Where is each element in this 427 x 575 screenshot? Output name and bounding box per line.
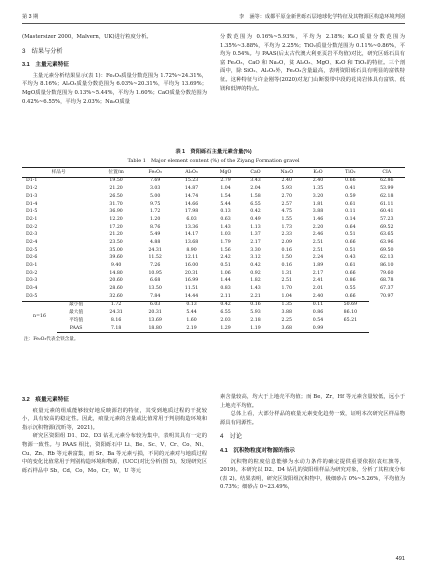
table-row [22, 208, 405, 216]
table-cell: 24.31 [109, 310, 123, 316]
table-cell: 21.20 [109, 186, 123, 192]
table-cell: 3.03 [149, 186, 161, 192]
table-cell: 2.03 [220, 317, 231, 323]
table-cell: 7.69 [149, 178, 161, 184]
table-cell: 1.50 [281, 255, 292, 261]
table-row [22, 224, 405, 232]
table-cell: 7.18 [95, 325, 137, 333]
table-cell: 2.46 [312, 232, 324, 238]
table-cell: 0.16 [281, 263, 292, 269]
table-cell: 2.33 [281, 232, 292, 238]
table-cell: 0.13 [173, 301, 209, 309]
table-cell: 23.50 [109, 239, 123, 245]
table-header-cell: Na₂O [270, 168, 304, 178]
issue-label: 第 3 期 [22, 14, 39, 20]
table-cell: D1-2 [26, 186, 38, 192]
table-cell: 26.50 [109, 193, 123, 199]
table-cell: 60.41 [380, 209, 394, 215]
table-cell: 2.25 [281, 317, 292, 323]
table-cell: 1.13 [250, 224, 261, 230]
table-caption-en: Table 1 Major element content (%) of the Ziyang Formation gravel [127, 158, 300, 164]
table-cell: 1.79 [220, 239, 231, 245]
table-cell: 13.50 [148, 286, 162, 292]
table-cell: 0.16 [281, 247, 292, 253]
table-cell: 79.60 [380, 270, 394, 276]
table-cell: 1.04 [281, 293, 292, 299]
table-header-cell: CaO [241, 168, 269, 178]
table-cell: 1.04 [220, 186, 231, 192]
table-cell: 0.92 [250, 270, 261, 276]
table-cell: 0.41 [345, 186, 356, 192]
table-cell: 0.51 [345, 232, 356, 238]
table-cell: 68.78 [380, 278, 394, 284]
table-cell: 3.20 [312, 193, 324, 199]
table-cell: 13.68 [184, 239, 199, 245]
table-cell: 1.60 [186, 317, 197, 323]
table-cell: 69.52 [380, 224, 394, 230]
table-cell: 13.36 [184, 224, 199, 230]
table-cell: 5.00 [149, 193, 161, 199]
table-cell: 69.50 [380, 247, 394, 253]
table-cell: 平均值 [69, 317, 84, 323]
table-cell: 2.21 [250, 293, 261, 299]
table-cell: 1.31 [281, 270, 292, 276]
table-row [22, 231, 405, 239]
table-cell: 2.42 [220, 255, 231, 261]
table-cell: 0.66 [345, 270, 356, 276]
table-cell: 2.40 [312, 293, 324, 299]
table-cell: 0.59 [345, 193, 356, 199]
table-header-cell: 样品号 [22, 168, 95, 178]
table-cell: 12.11 [184, 255, 199, 261]
table-cell: 62.13 [380, 255, 394, 261]
running-title: 李 涵等：成都平原金新世砾石层地球化学特征及其物源区构造环境判别 [238, 14, 405, 20]
major-element-table [22, 167, 405, 333]
table-cell: 2.11 [220, 293, 231, 299]
table-cell: 11.51 [184, 286, 199, 292]
table-cell: 2.18 [250, 317, 261, 323]
major-elements-paragraph: 主量元素分析结果显示(表 1)：Fe₂O₃质量分数范围为 1.72%~24.31%，平均为 8.16%；Al₂O₃质量分数范围为 6.03%~20.31%，平均为 13.69%；MgO质量分数范围为 0.13%~5.44%，平均为 1.60%；CaO质量分数范围为 0.42%~6.55%，平均为 2.03%；Na₂O质量 [22, 72, 207, 105]
table-cell: 36.90 [109, 209, 123, 215]
table-cell: 1.55 [281, 216, 292, 222]
table-cell: 35.00 [109, 247, 123, 253]
table-cell: D2-3 [26, 232, 38, 238]
table-cell: 4.88 [149, 239, 161, 245]
page-number: 491 [395, 556, 405, 562]
table-cell: 5.44 [186, 310, 197, 316]
table-cell [332, 325, 368, 333]
table-cell: 0.42 [210, 301, 242, 309]
table-cell: 9.75 [149, 201, 161, 207]
table-cell: 1.37 [250, 232, 261, 238]
table-header-cell: CIA [369, 168, 405, 178]
table-cell: 3.12 [250, 255, 261, 261]
table-header-cell: 位置/m [95, 168, 137, 178]
table-cell: 2.24 [312, 255, 324, 261]
table-cell: 14.66 [184, 201, 199, 207]
table-cell: 1.82 [250, 278, 261, 284]
table-cell: 32.60 [109, 293, 123, 299]
table-cell: D1-4 [26, 201, 38, 207]
table-cell: 14.80 [109, 270, 123, 276]
table-cell: 13.69 [148, 317, 162, 323]
table-row [22, 193, 405, 201]
table-cell: D2-1 [26, 216, 38, 222]
table-cell: 2.20 [312, 224, 324, 230]
running-header [22, 13, 405, 24]
table-header-cell: Fe₂O₃ [137, 168, 173, 178]
table-cell: D1-3 [26, 193, 38, 199]
table-cell: 2.01 [312, 286, 324, 292]
table-cell: 14.17 [184, 232, 199, 238]
table-cell: 0.66 [345, 178, 356, 184]
table-cell: 1.06 [220, 270, 231, 276]
table-cell: 0.51 [220, 263, 231, 269]
right-column [220, 33, 405, 93]
table-row [22, 216, 405, 224]
table-cell: 1.19 [241, 325, 269, 333]
table-cell: 14.44 [184, 293, 199, 299]
table-cell: 0.66 [345, 239, 356, 245]
table-cell: 1.89 [312, 263, 324, 269]
table-cell: 18.80 [137, 325, 173, 333]
table-row [22, 185, 405, 193]
table-cell: 1.56 [220, 247, 231, 253]
grain-size-paragraph: 沉积物的粒度信息能够为水动力条件的确定提供重要依据(袁红旗等，2019)。本研究以 D2、D4 钻孔的资阳组样品为研究对象，分析了其粒度分布(表 2)。结果表明，研究区资阳组沉积物中，极细砂占 0%~5.26%，平均值为 0.73%；细砂占 0~23.49%， [220, 458, 405, 491]
table-cell: 0.49 [250, 216, 261, 222]
table-cell: 最大值 [69, 310, 84, 316]
table-cell: 86.10 [343, 310, 358, 316]
table-cell: D2-2 [26, 224, 38, 230]
table-cell: 17.98 [184, 209, 199, 215]
table-header-cell: TiO₂ [332, 168, 368, 178]
table-cell: 62.86 [380, 178, 394, 184]
table-cell: 15.23 [184, 178, 199, 184]
table-cell: 6.55 [220, 310, 231, 316]
table-cell: 3.43 [250, 178, 261, 184]
stats-group-label: n=16 [22, 301, 57, 333]
method-continuation: (Mastersizer 2000，Malvern，UK)进行粒度分析。 [22, 34, 152, 40]
table-row [22, 278, 405, 286]
table-cell: 70.97 [380, 294, 394, 300]
table-cell: 2.57 [281, 201, 292, 207]
table-cell: 28.60 [109, 286, 123, 292]
table-cell: 17.20 [109, 224, 123, 230]
table-row [22, 247, 405, 255]
table-cell: 0.42 [250, 209, 261, 215]
table-cell: 8.90 [186, 247, 197, 253]
table-cell: 1.20 [149, 216, 161, 222]
table-cell: 14.74 [184, 193, 199, 199]
table-cell: D3-2 [26, 270, 38, 276]
table-cell: 0.66 [345, 293, 356, 299]
table-cell: 6.55 [250, 201, 261, 207]
subsection-heading-major-elements: 3.1 主量元素特征 [22, 62, 69, 69]
table-cell: 1.29 [210, 325, 242, 333]
table-cell: 3.88 [312, 209, 324, 215]
table-cell: 0.13 [220, 209, 231, 215]
table-cell: 2.19 [173, 325, 209, 333]
table-row [22, 285, 405, 293]
table-cell: 39.60 [109, 255, 123, 261]
table-cell: 7.84 [149, 293, 161, 299]
table-cell: 1.72 [95, 301, 137, 309]
table-cell: 12.20 [109, 216, 123, 222]
table-cell: 57.23 [380, 216, 394, 222]
table-cell: 1.03 [220, 232, 231, 238]
table-cell: 1.46 [312, 216, 324, 222]
table-cell: 16.99 [184, 278, 199, 284]
table-cell: 2.70 [281, 193, 292, 199]
table-cell: 3.30 [250, 247, 261, 253]
table-cell: 5.93 [281, 186, 292, 192]
table-cell: 0.64 [345, 224, 356, 230]
table-cell: 63.65 [380, 232, 394, 238]
table-cell: D3-5 [26, 293, 38, 299]
table-cell: 53.99 [380, 186, 394, 192]
section-heading-results: 3 结果与分析 [22, 47, 63, 55]
table-cell: 20.31 [148, 310, 162, 316]
table-body [22, 177, 405, 333]
table-cell: 1.43 [250, 286, 261, 292]
table-cell: 50.69 [332, 301, 368, 309]
table-cell: 0.63 [220, 216, 231, 222]
section-heading-discussion: 4 讨论 [220, 433, 243, 441]
table-cell: 19.50 [109, 178, 123, 184]
table-row [22, 254, 405, 262]
table-cell: 7.26 [149, 263, 161, 269]
table-cell: 31.70 [109, 201, 123, 207]
table-cell: 0.99 [304, 325, 332, 333]
table-cell: 0.43 [345, 255, 356, 261]
table-cell: D1-1 [26, 178, 38, 184]
table-cell: 21.20 [109, 232, 123, 238]
subsection-heading-grain-size: 4.1 沉积物粒度对物源的指示 [220, 447, 295, 454]
table-cell: 2.51 [281, 278, 292, 284]
major-elements-paragraph-cont: 分数范围为 0.16%~5.93%，平均为 2.18%；K₂O质量分数范围为 1.35%~3.88%，平均为 2.25%；TiO₂质量分数范围为 0.11%~0.86%，平均为 0.54%。与 PAAS(后太古代澳大利亚页岩平均值)对比，研究区砾石具有富 Fe₂O₃，CaO 和 Na₂O，贫 Al₂O₃、MgO、K₂O 和 TiO₂的特征。三个剖面中，除 SiO₂、Al₂O₃外，Fe₂O₃含量最高，表明资阳砾石具有明显的富铁特征。这种特征与许金刚等(2020)对龙门山断裂带中段的花岗岩体具有富铁、低镁和低钾的特点。 [220, 34, 405, 92]
table-cell: 6.03 [186, 216, 197, 222]
table-stat-row [22, 309, 405, 317]
table-stat-row [22, 301, 405, 309]
table-cell: 3.88 [281, 310, 292, 316]
trace-elements-paragraph-2: 研究区资阳组 D1、D2、D3 钻孔元素分布较为集中，表明其具有一定的物源一致性。与 PAAS 相比，资阳砾石中 Li、Be、Sc、V、Cr、Co、Ni、Cu、Zn、Rb 等元素富集，而 Sr、Ba 等元素亏损，不同的元素对与地质过程中的变化比值常用于判别构造环境和物源，(UCC)对比分析(图 5)，发现研究区砾石样品中 Sb，Cd，Co，Mo，Cr，W，U 等元 [22, 433, 207, 474]
table-header-cell: K₂O [304, 168, 332, 178]
table-cell: 9.40 [110, 263, 122, 269]
table-row [22, 201, 405, 209]
table-cell: 0.16 [241, 301, 269, 309]
table-cell: 16.00 [184, 263, 199, 269]
lower-left-column [22, 393, 207, 475]
table-cell: 20.60 [109, 278, 123, 284]
table-cell: 1.70 [281, 286, 292, 292]
table-header-cell: MgO [210, 168, 242, 178]
table-cell: 2.09 [281, 239, 292, 245]
table-cell: 0.14 [345, 216, 356, 222]
table-cell: 1.81 [312, 201, 324, 207]
table-note: 注：Fe₂O₃代表全铁含量。 [24, 337, 79, 343]
table-cell: 1.43 [220, 224, 231, 230]
table-cell: 0.86 [345, 278, 356, 284]
table-cell: 65.21 [343, 317, 358, 323]
table-cell: 11.52 [148, 255, 162, 261]
trace-elements-paragraph-1: 痕量元素的组成能够较好地反映源岩的特征，其受到地质过程的干扰较小，具有较高的稳定性。因此，痕量元素的含量或比值常用于判别构造环境和指示沉积物源(沈昕等，2021)。 [22, 407, 207, 431]
table-cell: 1.54 [220, 193, 231, 199]
table-cell: 6.68 [149, 278, 161, 284]
table-cell: 24.31 [148, 247, 162, 253]
table-cell: 1.44 [220, 278, 231, 284]
table-cell: 0.83 [220, 286, 231, 292]
trace-elements-summary: 总体上看，大部分样品的痕量元素变化趋势一致，证明本次研究区样品物源具有同源性。 [220, 411, 405, 426]
table-cell: 8.76 [149, 224, 161, 230]
table-cell: 63.96 [380, 239, 394, 245]
subsection-heading-trace-elements: 3.2 痕量元素特征 [22, 397, 69, 403]
table-cell: 5.93 [250, 310, 261, 316]
table-cell: 1.35 [312, 186, 324, 192]
table-cell: 67.37 [380, 286, 394, 292]
table-cell: 6.03 [137, 301, 173, 309]
trace-elements-paragraph-cont: 素含量较高，均大于上地壳平均值；而 Be，Zr，Hf 等元素含量较低，远小于上地壳平均值。 [220, 394, 405, 409]
table-cell: 0.86 [312, 310, 324, 316]
table-cell: 3.68 [270, 325, 304, 333]
table-cell: 2.40 [312, 178, 324, 184]
table-header-cell: Al₂O₃ [173, 168, 209, 178]
table-cell: 8.16 [110, 317, 122, 323]
table-cell: 86.10 [380, 263, 394, 269]
table-cell: 5.44 [220, 201, 231, 207]
table-cell: 1.73 [281, 224, 292, 230]
table-cell: 2.79 [220, 178, 231, 184]
table-cell: 0.55 [345, 286, 356, 292]
table-cell: 2.17 [312, 270, 324, 276]
table-cell: D2-5 [26, 247, 38, 253]
table-row [22, 177, 405, 185]
table-cell: 5.49 [149, 232, 161, 238]
table-row [22, 262, 405, 270]
table-cell: 2.04 [250, 186, 261, 192]
table-cell: 62.18 [380, 193, 394, 199]
table-caption-cn: 表 1 资阳砾石主量元素含量(%) [175, 149, 252, 155]
table-cell: 4.75 [281, 209, 292, 215]
table-stat-row [22, 317, 405, 325]
table-cell: 1.35 [270, 301, 304, 309]
table-cell: D3-1 [26, 263, 38, 269]
table-cell: 0.11 [304, 301, 332, 309]
table-cell: 2.40 [281, 178, 292, 184]
table-cell: D3-4 [26, 286, 38, 292]
table-cell: 0.51 [345, 247, 356, 253]
table-cell: 0.42 [250, 263, 261, 269]
table-cell: 2.51 [312, 247, 324, 253]
table-1 [22, 147, 405, 342]
table-cell: 1.58 [250, 193, 261, 199]
table-cell: D3-3 [26, 278, 38, 284]
table-cell: 2.41 [312, 278, 324, 284]
table-cell: PAAS [57, 325, 95, 333]
table-cell: 0.61 [345, 263, 356, 269]
table-cell: 最小值 [57, 301, 95, 309]
table-cell: 0.61 [345, 201, 356, 207]
table-cell: 20.31 [184, 270, 199, 276]
table-cell: 0.54 [312, 317, 324, 323]
table-cell: D2-6 [26, 255, 38, 261]
table-cell: 1.72 [149, 209, 161, 215]
table-cell: 2.51 [312, 239, 324, 245]
table-cell: 14.87 [184, 186, 199, 192]
table-cell: 61.11 [380, 201, 394, 207]
table-cell: 10.95 [148, 270, 162, 276]
table-row [22, 239, 405, 247]
lower-right-column [220, 393, 405, 492]
table-row [22, 293, 405, 301]
table-cell: D1-5 [26, 209, 38, 215]
table-cell: 2.17 [250, 239, 261, 245]
table-cell: 0.11 [345, 209, 356, 215]
left-column [22, 33, 207, 106]
table-cell: D2-4 [26, 239, 38, 245]
table-header-row [22, 168, 405, 178]
table-stat-row [22, 325, 405, 333]
table-row [22, 270, 405, 278]
